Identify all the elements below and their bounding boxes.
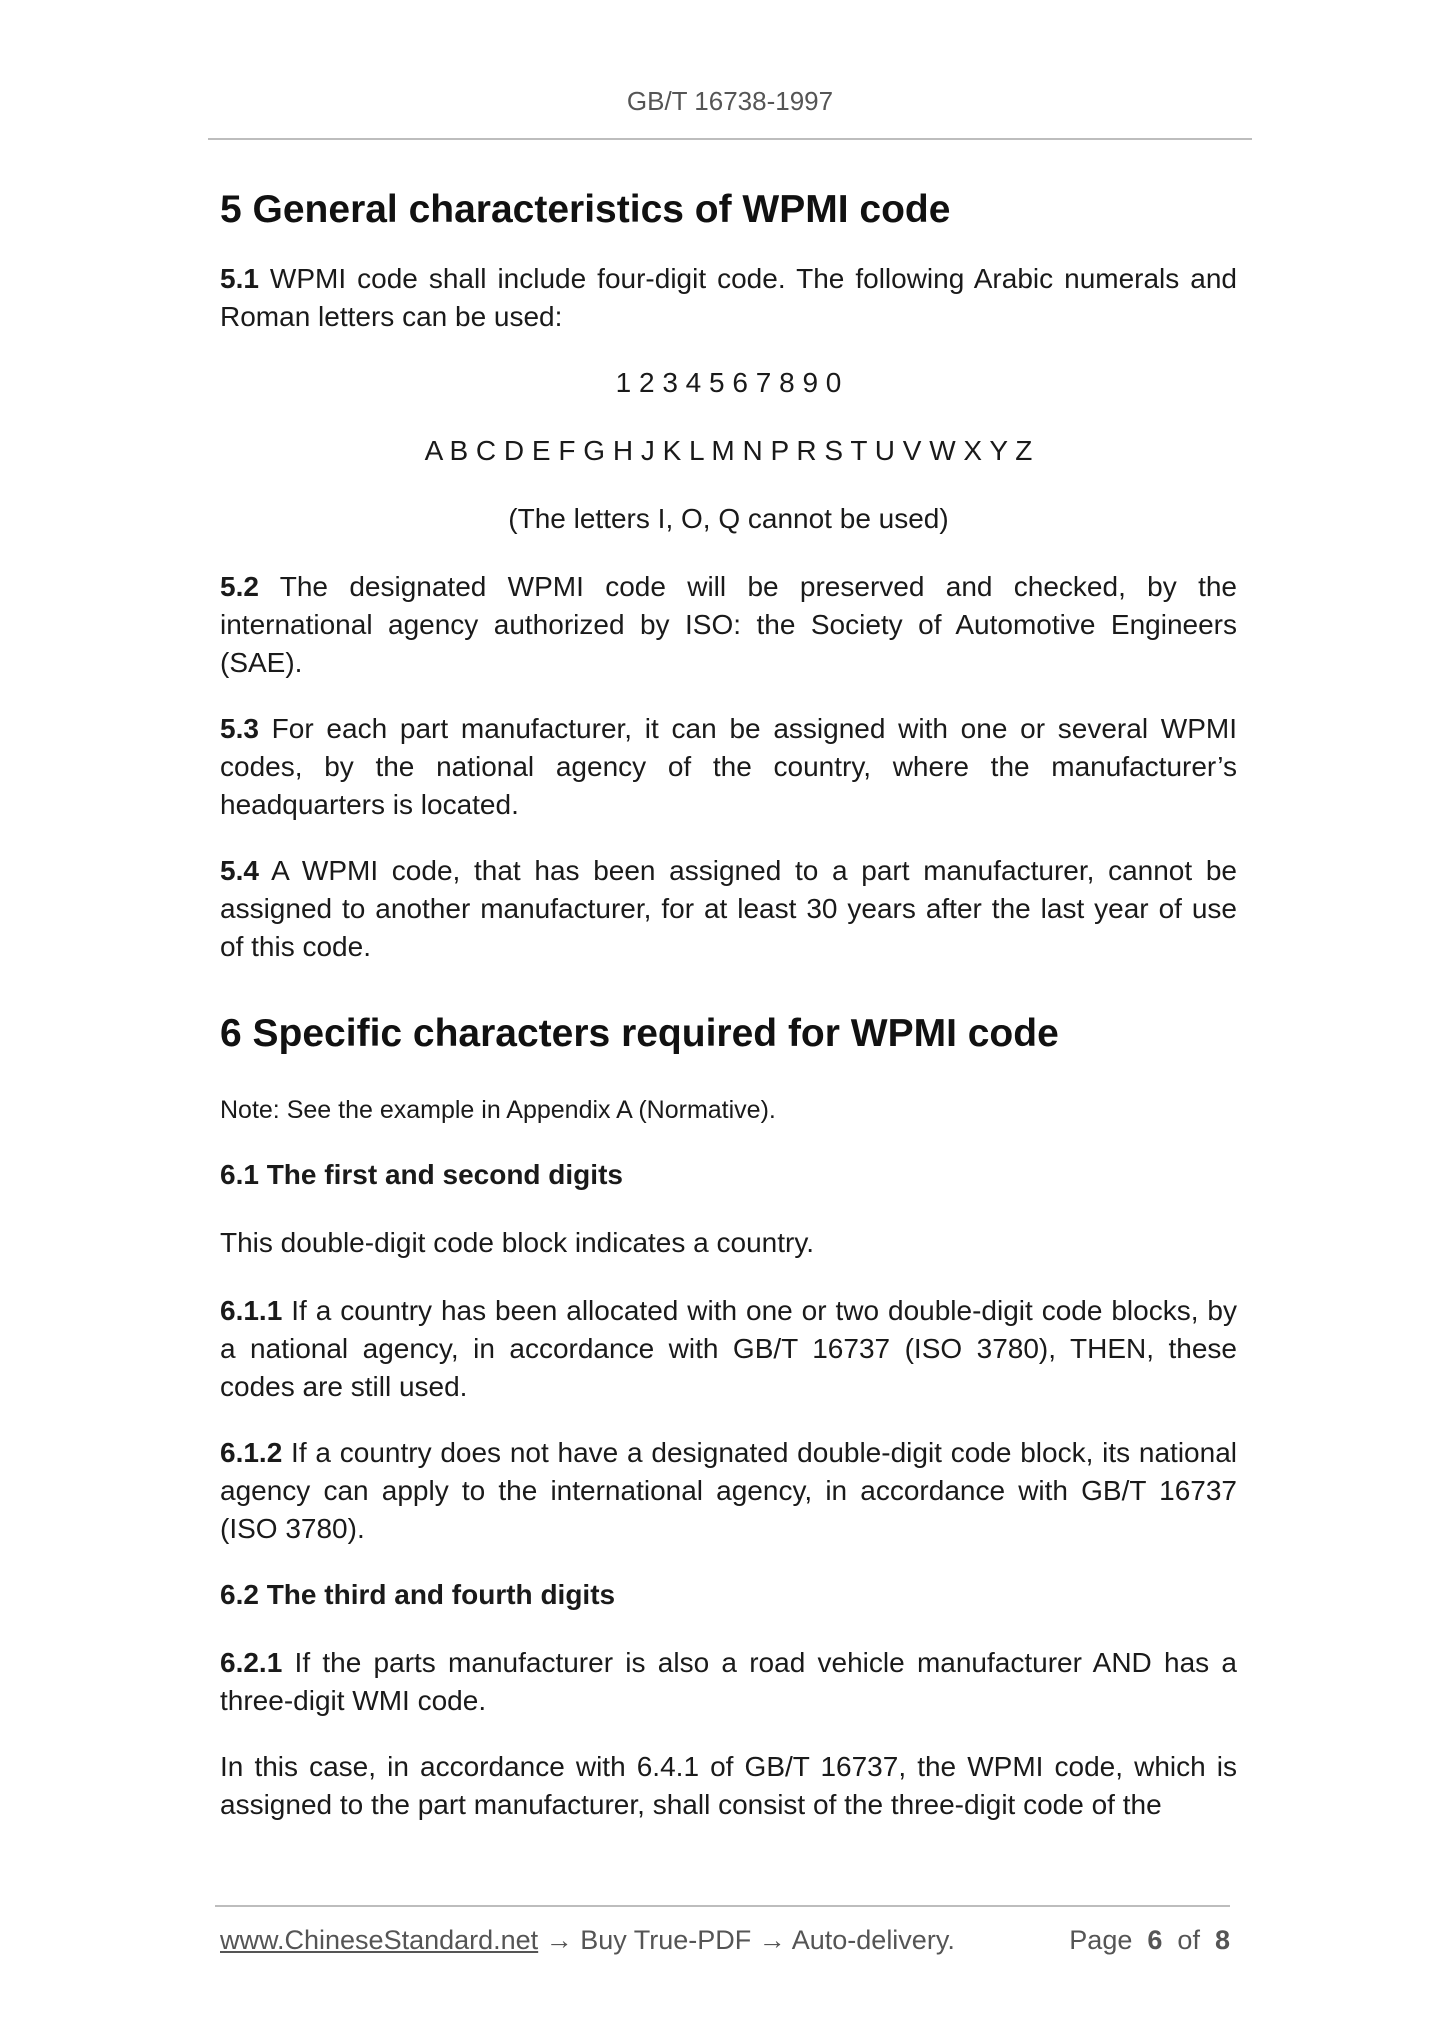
website-link[interactable]: www.ChineseStandard.net bbox=[220, 1925, 539, 1955]
running-header: GB/T 16738-1997 bbox=[626, 86, 834, 116]
appendix-note: Note: See the example in Appendix A (Normative). bbox=[220, 1096, 776, 1124]
header-divider bbox=[208, 138, 1252, 140]
clause-number: 5.3 bbox=[220, 713, 259, 744]
clause-text: For each part manufacturer, it can be assigned with one or several WPMI codes, by the national agency of the country, where the manufacturer’s headquarters is located. bbox=[220, 713, 1237, 820]
page-footer bbox=[220, 1925, 1230, 1956]
subsection-6-1-heading: 6.1 The first and second digits bbox=[220, 1159, 623, 1190]
clause-number: 5.2 bbox=[220, 571, 259, 602]
section-5-heading: 5 General characteristics of WPMI code bbox=[220, 188, 951, 231]
paragraph-5-3 bbox=[220, 710, 1237, 824]
paragraph-6-1: This double-digit code block indicates a country. bbox=[220, 1227, 815, 1258]
subsection-6-2-heading: 6.2 The third and fourth digits bbox=[220, 1579, 616, 1610]
total-pages-number: 8 bbox=[1214, 1925, 1230, 1955]
clause-text: If a country has been allocated with one or two double-digit code blocks, by a national agency, in accordance with GB/T 16737 (ISO 3780), THEN, these codes are still used. bbox=[220, 1295, 1237, 1402]
clause-number: 5.4 bbox=[220, 855, 259, 886]
footer-divider bbox=[215, 1905, 1230, 1907]
paragraph-6-1-1 bbox=[220, 1292, 1237, 1406]
current-page-number: 6 bbox=[1147, 1925, 1163, 1955]
clause-text: If the parts manufacturer is also a road vehicle manufacturer AND has a three-digit WMI code. bbox=[220, 1647, 1237, 1716]
clause-number: 6.2.1 bbox=[220, 1647, 283, 1678]
clause-text: WPMI code shall include four-digit code. The following Arabic numerals and Roman letters can be used: bbox=[220, 263, 1237, 332]
clause-text: The designated WPMI code will be preserved and checked, by the international agency authorized by ISO: the Society of Automotive Engineers (SAE). bbox=[220, 571, 1237, 678]
clause-number: 6.1.2 bbox=[220, 1437, 283, 1468]
paragraph-5-4 bbox=[220, 852, 1237, 966]
section-6-heading: 6 Specific characters required for WPMI code bbox=[220, 1012, 1059, 1055]
page-body bbox=[220, 180, 1237, 1824]
paragraph-6-1-2 bbox=[220, 1434, 1237, 1548]
paragraph-6-2-1 bbox=[220, 1644, 1237, 1720]
paragraph-5-1 bbox=[220, 260, 1237, 336]
clause-number: 6.1.1 bbox=[220, 1295, 283, 1326]
excluded-letters-note: (The letters I, O, Q cannot be used) bbox=[508, 503, 949, 534]
clause-text: If a country does not have a designated double-digit code block, its national agency can apply to the international agency, in accordance with GB/T 16737 (ISO 3780). bbox=[220, 1437, 1237, 1544]
of-label: of bbox=[1177, 1925, 1200, 1955]
allowed-digits: 1 2 3 4 5 6 7 8 9 0 bbox=[615, 367, 842, 398]
paragraph-5-2 bbox=[220, 568, 1237, 682]
footer-promo bbox=[220, 1925, 955, 1956]
page-label: Page bbox=[1069, 1925, 1133, 1955]
clause-text: A WPMI code, that has been assigned to a part manufacturer, cannot be assigned to another manufacturer, for at least 30 years after the last year of use of this code. bbox=[220, 855, 1237, 962]
clause-number: 5.1 bbox=[220, 263, 259, 294]
allowed-letters: A B C D E F G H J K L M N P R S T U V W X Y Z bbox=[424, 435, 1033, 466]
paragraph-6-2-1-continued: In this case, in accordance with 6.4.1 of GB/T 16737, the WPMI code, which is assigned to the part manufacturer, shall consist of the three-digit code of the bbox=[220, 1751, 1237, 1820]
page-counter bbox=[1069, 1925, 1230, 1956]
footer-tagline: → Buy True-PDF → Auto-delivery. bbox=[538, 1925, 955, 1955]
